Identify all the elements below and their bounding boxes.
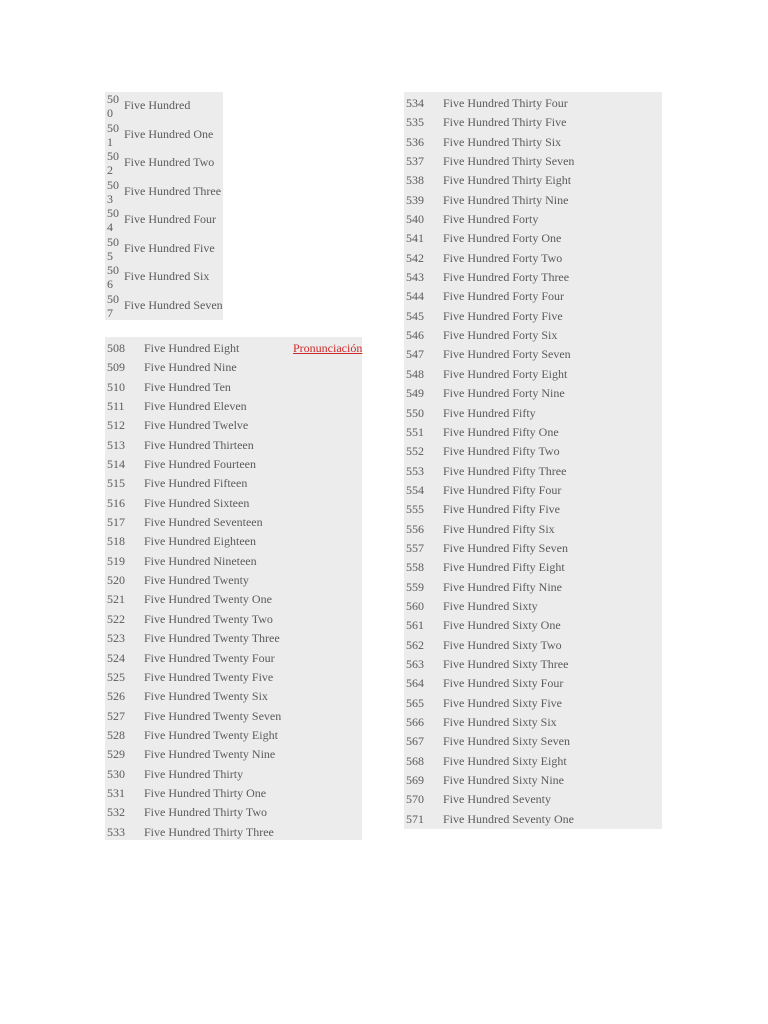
row-number-bottom: 7 [107, 305, 113, 320]
row-number: 569 [406, 773, 424, 788]
row-words: Five Hundred Fifty Three [443, 463, 567, 478]
table-row [105, 474, 362, 493]
row-words: Five Hundred Twenty [144, 573, 249, 588]
row-words: Five Hundred Sixty Eight [443, 753, 567, 768]
table-row [404, 307, 662, 326]
table-row [404, 713, 662, 732]
row-words: Five Hundred Three [124, 183, 222, 198]
table-row [404, 326, 662, 345]
table-row [105, 668, 362, 687]
table-row [404, 597, 662, 616]
table-row [404, 345, 662, 364]
row-words: Five Hundred Sixty Four [443, 676, 564, 691]
table-row [105, 590, 362, 609]
row-words: Five Hundred Fifty Six [443, 521, 555, 536]
row-words: Five Hundred Twenty Two [144, 611, 273, 626]
table-row [404, 423, 662, 442]
table-row [105, 92, 223, 121]
row-number: 509 [107, 360, 125, 375]
row-number: 532 [107, 805, 125, 820]
row-words: Five Hundred Sixty [443, 598, 538, 613]
table-row [404, 249, 662, 268]
row-number: 538 [406, 173, 424, 188]
row-number: 526 [107, 689, 125, 704]
row-number: 521 [107, 592, 125, 607]
table-row [105, 206, 223, 235]
row-number-top: 50 [107, 92, 119, 106]
table-row [105, 358, 362, 377]
table-row [404, 94, 662, 113]
row-number: 558 [406, 560, 424, 575]
row-number: 520 [107, 573, 125, 588]
row-number-top: 50 [107, 120, 119, 135]
row-number: 563 [406, 656, 424, 671]
row-words: Five Hundred Five [124, 240, 215, 255]
row-words: Five Hundred Sixty Seven [443, 734, 570, 749]
row-number-top: 50 [107, 291, 119, 306]
row-words: Five Hundred Forty Seven [443, 347, 571, 362]
row-words: Five Hundred Sixty Nine [443, 773, 564, 788]
table-row [105, 397, 362, 416]
row-number: 559 [406, 579, 424, 594]
row-number: 529 [107, 747, 125, 762]
number-table-500-507 [105, 92, 223, 320]
row-words: Five Hundred Forty Five [443, 308, 563, 323]
table-row [404, 268, 662, 287]
row-number: 546 [406, 328, 424, 343]
row-number-top: 50 [107, 149, 119, 163]
table-row [404, 616, 662, 635]
row-words: Five Hundred One [124, 126, 214, 141]
row-number: 531 [107, 785, 125, 800]
table-row [105, 765, 362, 784]
table-row [105, 178, 223, 207]
row-number: 513 [107, 437, 125, 452]
row-number-bottom: 6 [107, 277, 113, 291]
row-words: Five Hundred Forty Three [443, 270, 570, 285]
row-words: Five Hundred Fifty One [443, 424, 559, 439]
table-row [404, 674, 662, 693]
table-row [404, 694, 662, 713]
row-number-bottom: 4 [107, 220, 113, 234]
row-number: 561 [406, 618, 424, 633]
row-number: 544 [406, 289, 424, 304]
row-number: 539 [406, 192, 424, 207]
row-words: Five Hundred Thirty Seven [443, 154, 575, 169]
row-number: 542 [406, 250, 424, 265]
table-row [404, 113, 662, 132]
row-number-bottom: 3 [107, 191, 113, 206]
table-row [404, 655, 662, 674]
row-number: 571 [406, 811, 424, 826]
row-words: Five Hundred Sixty Five [443, 695, 562, 710]
row-words: Five Hundred Thirty Two [144, 805, 268, 820]
table-row [105, 745, 362, 764]
table-row [105, 292, 223, 321]
row-number: 552 [406, 444, 424, 459]
row-words: Five Hundred Ten [144, 379, 231, 394]
row-words: Five Hundred Twenty One [144, 592, 272, 607]
row-words: Five Hundred Thirty One [144, 785, 267, 800]
row-words: Five Hundred Thirty Eight [443, 173, 572, 188]
table-row [105, 121, 223, 150]
row-number: 515 [107, 476, 125, 491]
row-words: Five Hundred Twenty Six [144, 689, 268, 704]
row-words: Five Hundred Fifty Four [443, 482, 562, 497]
row-number: 547 [406, 347, 424, 362]
row-words: Five Hundred Thirteen [144, 437, 254, 452]
row-words: Five Hundred Twenty Three [144, 631, 280, 646]
table-row [105, 416, 362, 435]
row-words: Five Hundred Fifteen [144, 476, 248, 491]
table-row [404, 462, 662, 481]
row-number: 510 [107, 379, 125, 394]
row-words: Five Hundred Nineteen [144, 553, 257, 568]
row-number: 516 [107, 495, 125, 510]
row-number: 511 [107, 399, 125, 414]
table-row [105, 649, 362, 668]
row-words: Five Hundred Fifty Nine [443, 579, 562, 594]
table-row [105, 513, 362, 532]
row-number-top: 50 [107, 177, 119, 192]
table-row [404, 210, 662, 229]
row-number: 517 [107, 515, 125, 530]
row-words: Five Hundred Twelve [144, 418, 249, 433]
row-number: 555 [406, 502, 424, 517]
row-number: 556 [406, 521, 424, 536]
row-words: Five Hundred Fifty [443, 405, 536, 420]
table-row [105, 610, 362, 629]
table-row [105, 552, 362, 571]
table-row [404, 481, 662, 500]
row-number-top: 50 [107, 263, 119, 277]
row-number: 549 [406, 386, 424, 401]
row-number: 543 [406, 270, 424, 285]
number-table-508-533 [105, 337, 362, 840]
row-number: 519 [107, 553, 125, 568]
row-number-bottom: 2 [107, 163, 113, 177]
row-number: 541 [406, 231, 424, 246]
row-words: Five Hundred [124, 98, 191, 112]
table-row [404, 539, 662, 558]
row-number: 525 [107, 669, 125, 684]
row-words: Five Hundred Eight [144, 341, 240, 355]
table-row [404, 133, 662, 152]
row-words: Five Hundred Forty [443, 212, 539, 227]
row-number: 522 [107, 611, 125, 626]
row-number: 537 [406, 154, 424, 169]
table-row [105, 378, 362, 397]
table-row [404, 636, 662, 655]
row-words: Five Hundred Thirty Six [443, 134, 562, 149]
row-words: Five Hundred Eighteen [144, 534, 256, 549]
row-words: Five Hundred Seventy [443, 792, 551, 807]
row-number: 508 [107, 341, 125, 355]
table-row [404, 500, 662, 519]
row-words: Five Hundred Sixty Three [443, 656, 569, 671]
row-words: Five Hundred Seven [124, 297, 223, 312]
row-number: 533 [107, 824, 125, 839]
table-row [105, 726, 362, 745]
row-words: Five Hundred Sixty One [443, 618, 561, 633]
row-number: 550 [406, 405, 424, 420]
table-row [105, 455, 362, 474]
row-number: 534 [406, 96, 424, 110]
table-row [404, 384, 662, 403]
row-number: 524 [107, 650, 125, 665]
row-words: Five Hundred Twenty Four [144, 650, 275, 665]
table-row [105, 532, 362, 551]
row-number: 568 [406, 753, 424, 768]
table-row [404, 442, 662, 461]
row-number: 548 [406, 366, 424, 381]
row-words: Five Hundred Forty Two [443, 250, 563, 265]
row-number: 564 [406, 676, 424, 691]
table-row [105, 707, 362, 726]
row-number: 566 [406, 715, 424, 729]
row-words: Five Hundred Fourteen [144, 457, 256, 472]
row-number: 523 [107, 631, 125, 646]
table-row [404, 191, 662, 210]
row-words: Five Hundred Forty Four [443, 289, 564, 304]
table-row [105, 494, 362, 513]
table-row [404, 732, 662, 751]
table-row [404, 752, 662, 771]
row-words: Five Hundred Thirty Five [443, 115, 567, 130]
table-row [404, 810, 662, 829]
row-number: 512 [107, 418, 125, 433]
row-number: 514 [107, 457, 125, 472]
row-words: Five Hundred Seventy One [443, 811, 574, 826]
row-words: Five Hundred Thirty [144, 766, 244, 781]
table-row [404, 229, 662, 248]
row-number-bottom: 5 [107, 248, 113, 263]
row-words: Five Hundred Thirty Nine [443, 192, 569, 207]
row-words: Five Hundred Forty Nine [443, 386, 565, 401]
row-number: 527 [107, 708, 125, 723]
row-number: 567 [406, 734, 424, 749]
table-row [105, 149, 223, 178]
row-words: Five Hundred Eleven [144, 399, 247, 414]
table-row [105, 823, 362, 842]
row-number: 528 [107, 727, 125, 742]
table-row [404, 578, 662, 597]
table-row [105, 687, 362, 706]
table-row [105, 436, 362, 455]
table-row [404, 404, 662, 423]
row-words: Five Hundred Twenty Eight [144, 727, 278, 742]
row-number: 557 [406, 540, 424, 555]
row-words: Five Hundred Forty Eight [443, 366, 568, 381]
row-number-bottom: 0 [107, 106, 113, 120]
table-row [105, 629, 362, 648]
row-words: Five Hundred Four [124, 212, 216, 226]
row-words: Five Hundred Fifty Two [443, 444, 560, 459]
row-number: 562 [406, 637, 424, 652]
row-number-top: 50 [107, 234, 119, 249]
row-words: Five Hundred Forty Six [443, 328, 558, 343]
row-words: Five Hundred Twenty Seven [144, 708, 282, 723]
row-number: 530 [107, 766, 125, 781]
table-row [404, 287, 662, 306]
row-words: Five Hundred Twenty Nine [144, 747, 276, 762]
row-words: Five Hundred Sixteen [144, 495, 250, 510]
table-row [404, 558, 662, 577]
row-number: 535 [406, 115, 424, 130]
row-words: Five Hundred Fifty Eight [443, 560, 565, 575]
row-number: 551 [406, 424, 424, 439]
table-row [404, 365, 662, 384]
table-row [105, 571, 362, 590]
row-number: 554 [406, 482, 424, 497]
table-row [105, 263, 223, 292]
row-number: 560 [406, 598, 424, 613]
table-row [404, 171, 662, 190]
row-words: Five Hundred Sixty Two [443, 637, 562, 652]
row-words: Five Hundred Fifty Seven [443, 540, 568, 555]
row-number: 553 [406, 463, 424, 478]
row-words: Five Hundred Sixty Six [443, 715, 557, 729]
row-number: 540 [406, 212, 424, 227]
table-row [105, 235, 223, 264]
table-row [404, 152, 662, 171]
row-words: Five Hundred Forty One [443, 231, 562, 246]
row-number-bottom: 1 [107, 134, 113, 149]
number-table-534-571 [404, 92, 662, 829]
table-row [404, 771, 662, 790]
row-number-top: 50 [107, 206, 119, 220]
table-row [404, 790, 662, 809]
row-number: 570 [406, 792, 424, 807]
row-number: 545 [406, 308, 424, 323]
table-row [105, 339, 362, 358]
row-words: Five Hundred Six [124, 269, 210, 283]
row-words: Five Hundred Thirty Four [443, 96, 568, 110]
row-words: Five Hundred Thirty Three [144, 824, 274, 839]
row-number: 565 [406, 695, 424, 710]
pronunciation-link[interactable]: Pronunciación [293, 341, 363, 355]
row-words: Five Hundred Twenty Five [144, 669, 274, 684]
row-words: Five Hundred Two [124, 155, 215, 169]
table-row [105, 803, 362, 822]
row-words: Five Hundred Fifty Five [443, 502, 560, 517]
row-number: 518 [107, 534, 125, 549]
table-row [105, 784, 362, 803]
row-words: Five Hundred Seventeen [144, 515, 263, 530]
row-number: 536 [406, 134, 424, 149]
row-words: Five Hundred Nine [144, 360, 237, 375]
table-row [404, 520, 662, 539]
